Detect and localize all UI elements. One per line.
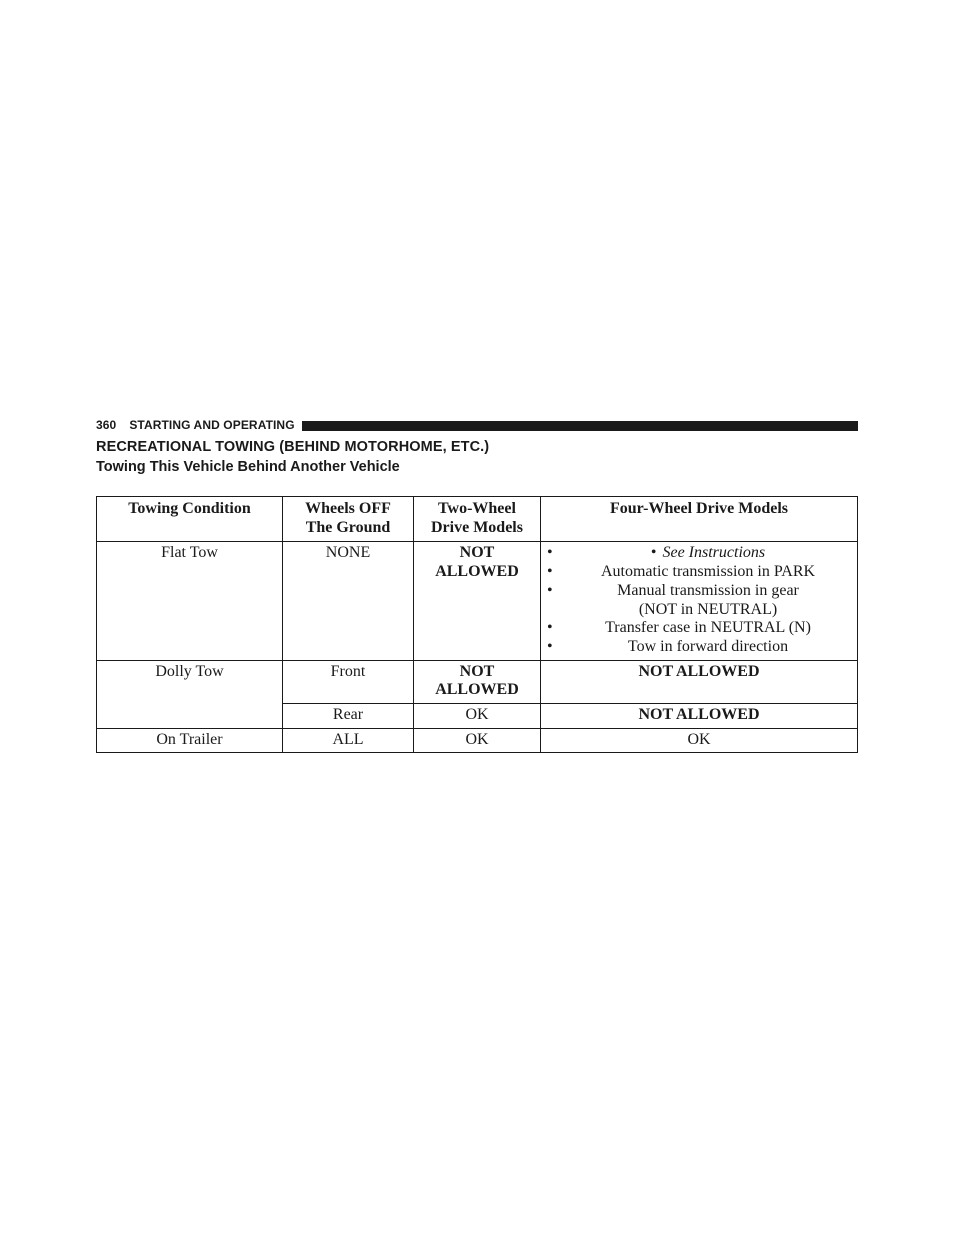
flat-tow-two-wheel-line1: NOT [459,544,495,562]
header-rule [302,421,858,431]
cell-flat-tow-four-wheel [541,542,858,660]
cell-dolly-rear-two-wheel: OK [414,704,541,729]
header-two-wheel [414,497,541,542]
table-row-on-trailer [97,728,858,753]
cell-flat-tow-two-wheel [414,542,541,660]
table-row-flat-tow [97,542,858,660]
cell-on-trailer-wheels-off: ALL [283,728,414,753]
four-wheel-requirements-list [547,544,851,656]
manual-transmission-line1: • Manual transmission in gear [617,581,799,599]
see-instructions-text: See Instructions [662,544,766,562]
cell-flat-tow-condition: Flat Tow [97,542,283,660]
cell-dolly-front-wheels-off: Front [283,660,414,703]
cell-on-trailer-condition: On Trailer [97,728,283,753]
cell-dolly-rear-wheels-off: Rear [283,704,414,729]
header-wheels-off-line1: Wheels OFF [305,500,391,517]
list-item-transfer-case: • Transfer case in NEUTRAL (N) [547,619,851,638]
cell-dolly-rear-four-wheel: NOT ALLOWED [541,704,858,729]
cell-dolly-front-two-wheel [414,660,541,703]
header-wheels-off-line2: The Ground [305,518,391,536]
header-two-wheel-line1: Two-Wheel [438,500,516,517]
flat-tow-two-wheel-line2: ALLOWED [435,563,519,581]
cell-flat-tow-wheels-off: NONE [283,542,414,660]
section-name: STARTING AND OPERATING [129,418,295,432]
list-item-see-instructions [547,544,851,563]
list-item-tow-direction: • Tow in forward direction [547,638,851,657]
table-header-row [97,497,858,542]
cell-on-trailer-two-wheel: OK [414,728,541,753]
manual-transmission-line2: (NOT in NEUTRAL) [638,600,778,618]
page-header [96,417,858,433]
header-towing-condition: Towing Condition [97,497,283,542]
header-two-wheel-line2: Drive Models [431,518,523,536]
list-item-manual-transmission [547,582,851,619]
inline-bullet: • [650,544,657,562]
cell-dolly-tow-condition: Dolly Tow [97,660,283,728]
dolly-front-two-wheel-line1: NOT [459,662,495,680]
section-heading: RECREATIONAL TOWING (BEHIND MOTORHOME, ETC.) [96,439,490,455]
cell-on-trailer-four-wheel: OK [541,728,858,753]
dolly-front-two-wheel-line2: ALLOWED [435,681,519,699]
towing-table [96,496,858,753]
header-four-wheel: Four-Wheel Drive Models [541,497,858,542]
list-item-automatic-transmission: • Automatic transmission in PARK [547,563,851,582]
section-subheading: Towing This Vehicle Behind Another Vehicle [96,459,400,475]
page-number: 360 [96,418,117,432]
cell-dolly-front-four-wheel: NOT ALLOWED [541,660,858,703]
table-row-dolly-tow-front [97,660,858,703]
header-wheels-off [283,497,414,542]
